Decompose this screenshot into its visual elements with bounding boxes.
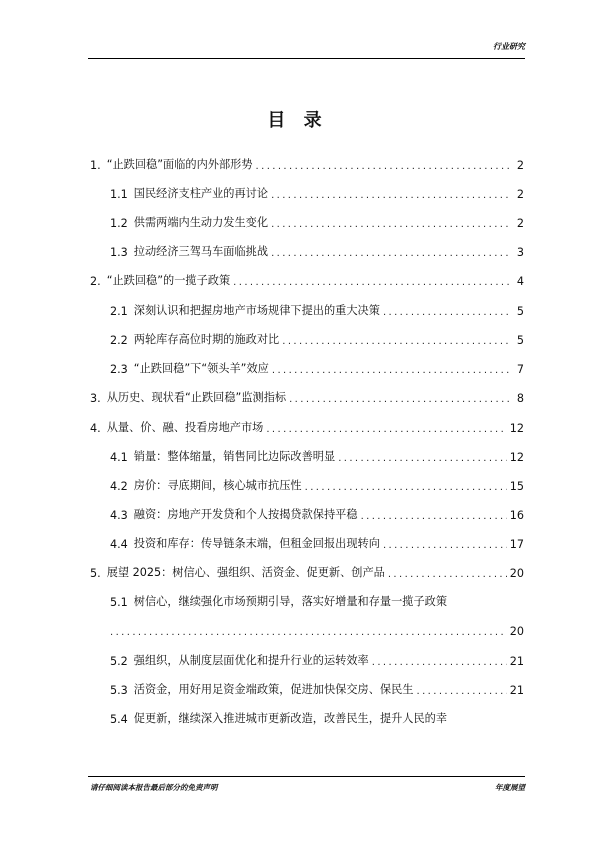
- toc-entry-page: 2: [516, 188, 524, 201]
- toc-entry[interactable]: [90, 179, 524, 201]
- toc-entry-page: 20: [509, 567, 524, 580]
- toc-entry-number: 2.3: [110, 363, 128, 376]
- toc-entry-title: 供需两端内生动力发生变化: [133, 216, 269, 229]
- toc-entry-title: 投资和库存：传导链条末端，但租金回报出现转向: [133, 537, 380, 550]
- page-title: 目 录: [267, 110, 328, 131]
- toc-entry-number: 3.: [90, 392, 101, 405]
- toc-leader-dots: [272, 365, 511, 376]
- toc-leader-dots: [383, 307, 511, 318]
- toc-entry[interactable]: [90, 558, 524, 580]
- toc-entry[interactable]: [90, 616, 524, 638]
- toc-entry-page: 20: [509, 625, 524, 638]
- toc-leader-dots: [256, 161, 511, 172]
- toc-leader-dots: [289, 394, 511, 405]
- toc-entry-number: 5.1: [110, 596, 128, 609]
- toc-entry-page: 17: [509, 538, 524, 551]
- toc-entry-title: 展望 2025：树信心、强组织、活资金、促更新、创产品: [106, 566, 385, 579]
- toc-entry-number: 5.4: [110, 713, 128, 726]
- toc-entry-page: 12: [509, 451, 524, 464]
- toc-entry-title: 活资金，用好用足资金端政策，促进加快保交房、保民生: [133, 683, 414, 696]
- toc-entry[interactable]: [90, 675, 524, 697]
- toc-entry-page: 16: [509, 509, 524, 522]
- footer-disclaimer: 请仔细阅读本报告最后部分的免责声明: [90, 783, 218, 792]
- toc-leader-dots: [266, 424, 506, 435]
- toc-leader-dots: [338, 453, 507, 464]
- toc-leader-dots: [388, 569, 507, 580]
- toc-entry[interactable]: [90, 587, 524, 609]
- toc-entry-page: 5: [516, 305, 524, 318]
- toc-leader-dots: [361, 511, 507, 522]
- toc-entry[interactable]: [90, 150, 524, 172]
- toc-entry-page: 3: [516, 246, 524, 259]
- toc-leader-dots: [271, 248, 511, 259]
- toc-entry-page: 21: [509, 655, 524, 668]
- header-label: 行业研究: [493, 42, 525, 51]
- toc-entry[interactable]: [90, 646, 524, 668]
- toc-entry-title: 从量、价、融、投看房地产市场: [106, 421, 264, 434]
- toc-entry-number: 4.: [90, 422, 101, 435]
- toc-entry-page: 5: [516, 334, 524, 347]
- toc-leader-dots: [110, 627, 507, 638]
- toc-entry-title: 销量：整体缩量，销售同比边际改善明显: [133, 450, 336, 463]
- footer-report-type: 年度展望: [495, 783, 525, 792]
- toc-entry-title: 深刻认识和把握房地产市场规律下提出的重大决策: [133, 304, 380, 317]
- toc-leader-dots: [233, 277, 511, 288]
- toc-entry-number: 2.: [90, 275, 101, 288]
- toc-entry-page: 4: [516, 275, 524, 288]
- toc-entry[interactable]: [90, 704, 524, 726]
- toc-entry-number: 4.2: [110, 480, 128, 493]
- toc-entry[interactable]: [90, 471, 524, 493]
- toc-leader-dots: [271, 219, 511, 230]
- toc-entry-title: 树信心，继续强化市场预期引导，落实好增量和存量一揽子政策: [133, 595, 448, 608]
- toc-entry-title: 强组织，从制度层面优化和提升行业的运转效率: [133, 654, 369, 667]
- toc-entry[interactable]: [90, 413, 524, 435]
- toc-entry-title: “止跌回稳”的一揽子政策: [106, 274, 231, 287]
- toc-entry-number: 5.3: [110, 684, 128, 697]
- toc-entry[interactable]: [90, 266, 524, 288]
- toc-entry[interactable]: [90, 383, 524, 405]
- toc-leader-dots: [282, 336, 511, 347]
- toc-leader-dots: [271, 190, 511, 201]
- toc-entry[interactable]: [90, 208, 524, 230]
- page-footer: [88, 776, 525, 793]
- toc-entry-title: 两轮库存高位时期的施政对比: [133, 333, 280, 346]
- toc-entry-number: 5.: [90, 567, 101, 580]
- toc-entry[interactable]: [90, 442, 524, 464]
- page-header: [88, 40, 525, 59]
- toc-entry-page: 15: [509, 480, 524, 493]
- toc-entry-title: 从历史、现状看“止跌回稳”监测指标: [106, 391, 287, 404]
- toc-entry-page: 2: [516, 217, 524, 230]
- toc-entry-number: 4.3: [110, 509, 128, 522]
- toc-entry[interactable]: [90, 529, 524, 551]
- toc-entry-number: 2.1: [110, 305, 128, 318]
- toc-entry-number: 1.2: [110, 217, 128, 230]
- toc-leader-dots: [305, 482, 507, 493]
- toc-entry-page: 8: [516, 392, 524, 405]
- toc-entry-number: 2.2: [110, 334, 128, 347]
- toc-leader-dots: [372, 657, 507, 668]
- toc-entry-title: 房价：寻底期间，核心城市抗压性: [133, 479, 302, 492]
- toc-leader-dots: [417, 686, 507, 697]
- toc-entry-number: 1.: [90, 159, 101, 172]
- toc-entry-title: “止跌回稳”面临的内外部形势: [106, 158, 253, 171]
- toc-entry-number: 4.4: [110, 538, 128, 551]
- toc-entry-page: 2: [516, 159, 524, 172]
- toc-entry-title: “止跌回稳”下“领头羊”效应: [133, 362, 269, 375]
- toc-entry[interactable]: [90, 325, 524, 347]
- toc-entry[interactable]: [90, 237, 524, 259]
- toc-entry-title: 拉动经济三驾马车面临挑战: [133, 245, 269, 258]
- toc-entry-title: 国民经济支柱产业的再讨论: [133, 187, 269, 200]
- toc-entry-page: 21: [509, 684, 524, 697]
- toc-entry-number: 5.2: [110, 655, 128, 668]
- toc-entry[interactable]: [90, 296, 524, 318]
- toc-entry[interactable]: [90, 354, 524, 376]
- toc-entry-number: 4.1: [110, 451, 128, 464]
- toc-entry-number: 1.1: [110, 188, 128, 201]
- toc-entry[interactable]: [90, 500, 524, 522]
- toc-entry-number: 1.3: [110, 246, 128, 259]
- toc-entry-title: 融资：房地产开发贷和个人按揭贷款保持平稳: [133, 508, 358, 521]
- toc-entry-title: 促更新，继续深入推进城市更新改造，改善民生，提升人民的幸: [133, 712, 448, 725]
- toc-entry-page: 12: [509, 422, 524, 435]
- toc-entry-page: 7: [516, 363, 524, 376]
- toc-leader-dots: [383, 540, 507, 551]
